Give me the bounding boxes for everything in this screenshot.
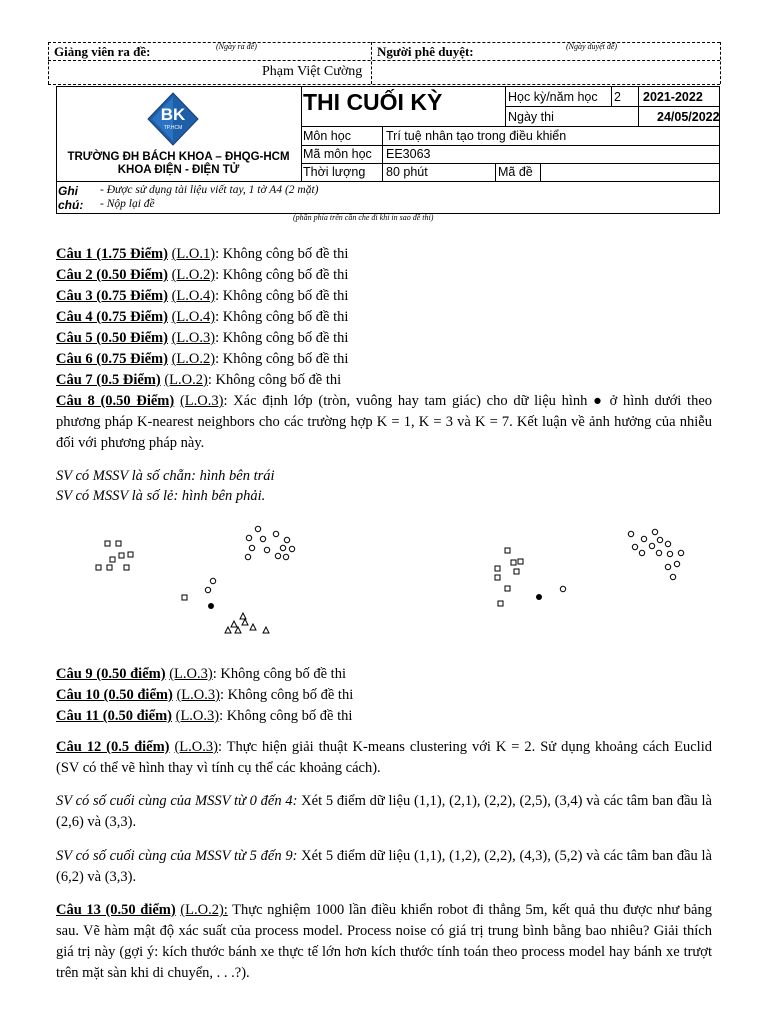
author-name: Phạm Việt Cường	[262, 64, 363, 79]
question-item: Câu 11 (0.50 điểm) (L.O.3): Không công bố đề thi	[56, 708, 353, 724]
date-value: 24/05/2022	[657, 110, 720, 124]
approver-label: Người phê duyệt:	[377, 44, 474, 59]
question-item: Câu 2 (0.50 Điểm) (L.O.2): Không công bố đề thi	[56, 267, 349, 283]
logo-text: BK	[160, 105, 186, 124]
question-8: Câu 8 (0.50 Điểm) (L.O.3): Xác định lớp (tròn, vuông hay tam giác) cho dữ liệu hình ● ở hình dưới theo phương pháp K-nearest neighbors cho các trường hợp K = 1, K = 3 và K = 7. Kết luận về ảnh hưởng của nhiễu đối với phương pháp này.	[56, 393, 713, 451]
semester-label: Học kỳ/năm học	[508, 90, 598, 104]
knn-query-point-right	[536, 594, 542, 600]
knn-figure-left	[96, 526, 295, 633]
questions-top-list	[56, 244, 712, 454]
duration-value: 80 phút	[386, 165, 428, 179]
subject-value: Trí tuệ nhân tạo trong điều khiển	[386, 129, 567, 143]
subject-label: Môn học	[303, 129, 351, 143]
note-2: - Nộp lại đề	[100, 198, 155, 210]
question-item: Câu 4 (0.75 Điểm) (L.O.4): Không công bố đề thi	[56, 309, 349, 325]
knn-query-point-left	[208, 603, 214, 609]
course-code-value: EE3063	[386, 147, 431, 161]
question-12-case-2: SV có số cuối cùng của MSSV từ 5 đến 9: Xét 5 điểm dữ liệu (1,1), (1,2), (2,2), (4,3), (5,2) và các tâm ban đầu là (6,2) và (3,3).	[56, 848, 712, 885]
exam-code-label: Mã đề	[498, 165, 533, 179]
year-value: 2021-2022	[643, 90, 703, 104]
question-item: Câu 5 (0.50 Điểm) (L.O.3): Không công bố đề thi	[56, 330, 349, 346]
knn-figures	[0, 515, 768, 645]
author-label: Giảng viên ra đề:	[54, 44, 151, 59]
q8-even-note: SV có MSSV là số chẵn: hình bên trái	[56, 468, 275, 484]
approver-date-hint: (Ngày duyệt đề)	[566, 42, 618, 51]
question-item: Câu 7 (0.5 Điểm) (L.O.2): Không công bố đề thi	[56, 372, 342, 388]
question-item: Câu 3 (0.75 Điểm) (L.O.4): Không công bố đề thi	[56, 288, 349, 304]
note-label-1: Ghi	[58, 184, 78, 198]
university-logo	[146, 91, 200, 147]
q8-odd-note: SV có MSSV là số lẻ: hình bên phải.	[56, 488, 266, 504]
duration-label: Thời lượng	[303, 165, 366, 179]
note-1: - Được sử dụng tài liệu viết tay, 1 tờ A4 (2 mặt)	[100, 184, 319, 196]
question-item: Câu 9 (0.50 điểm) (L.O.3): Không công bố đề thi	[56, 666, 346, 682]
faculty-name: KHOA ĐIỆN - ĐIỆN TỬ	[117, 164, 240, 176]
print-note: (phần phía trên cần che đi khi in sao đề thi)	[293, 213, 434, 222]
logo-subtext: TP.HCM	[163, 125, 183, 131]
question-12-case-1: SV có số cuối cùng của MSSV từ 0 đến 4: Xét 5 điểm dữ liệu (1,1), (2,1), (2,2), (2,5), (3,4) và các tâm ban đầu là (2,6) và (3,3).	[56, 793, 712, 830]
question-item: Câu 6 (0.75 Điểm) (L.O.2): Không công bố đề thi	[56, 351, 349, 367]
exam-title: THI CUỐI KỲ	[303, 89, 443, 115]
date-label: Ngày thi	[508, 110, 554, 124]
question-item: Câu 10 (0.50 điểm) (L.O.3): Không công bố đề thi	[56, 687, 354, 703]
question-item: Câu 1 (1.75 Điểm) (L.O.1): Không công bố đề thi	[56, 246, 349, 262]
course-code-label: Mã môn học	[303, 147, 372, 161]
note-label-2: chú:	[58, 198, 84, 212]
author-date-hint: (Ngày ra đề)	[216, 42, 257, 51]
semester-value: 2	[614, 90, 621, 104]
school-name: TRƯỜNG ĐH BÁCH KHOA – ĐHQG-HCM	[67, 151, 290, 163]
question-13: Câu 13 (0.50 điểm) (L.O.2): Thực nghiệm 1000 lần điều khiển robot đi thẳng 5m, kết quả thu được như bảng sau. Vẽ hàm mật độ xác suất của process model. Process noise có giá trị trung bình bằng bao nhiêu? Giải thích giá trị này (gợi ý: kích thước bánh xe thực tế lớn hơn kích thước tính toán theo process model hay bánh xe trượt trên mặt sàn khi di chuyển, . . .?).	[56, 902, 712, 981]
question-12: Câu 12 (0.5 điểm) (L.O.3): Thực hiện giải thuật K-means clustering với K = 2. Sử dụng khoảng cách Euclid (SV có thể vẽ hình thay vì tính cụ thể các khoảng cách).	[56, 739, 712, 776]
knn-figure-right	[495, 529, 684, 606]
questions-mid-list	[56, 664, 712, 727]
